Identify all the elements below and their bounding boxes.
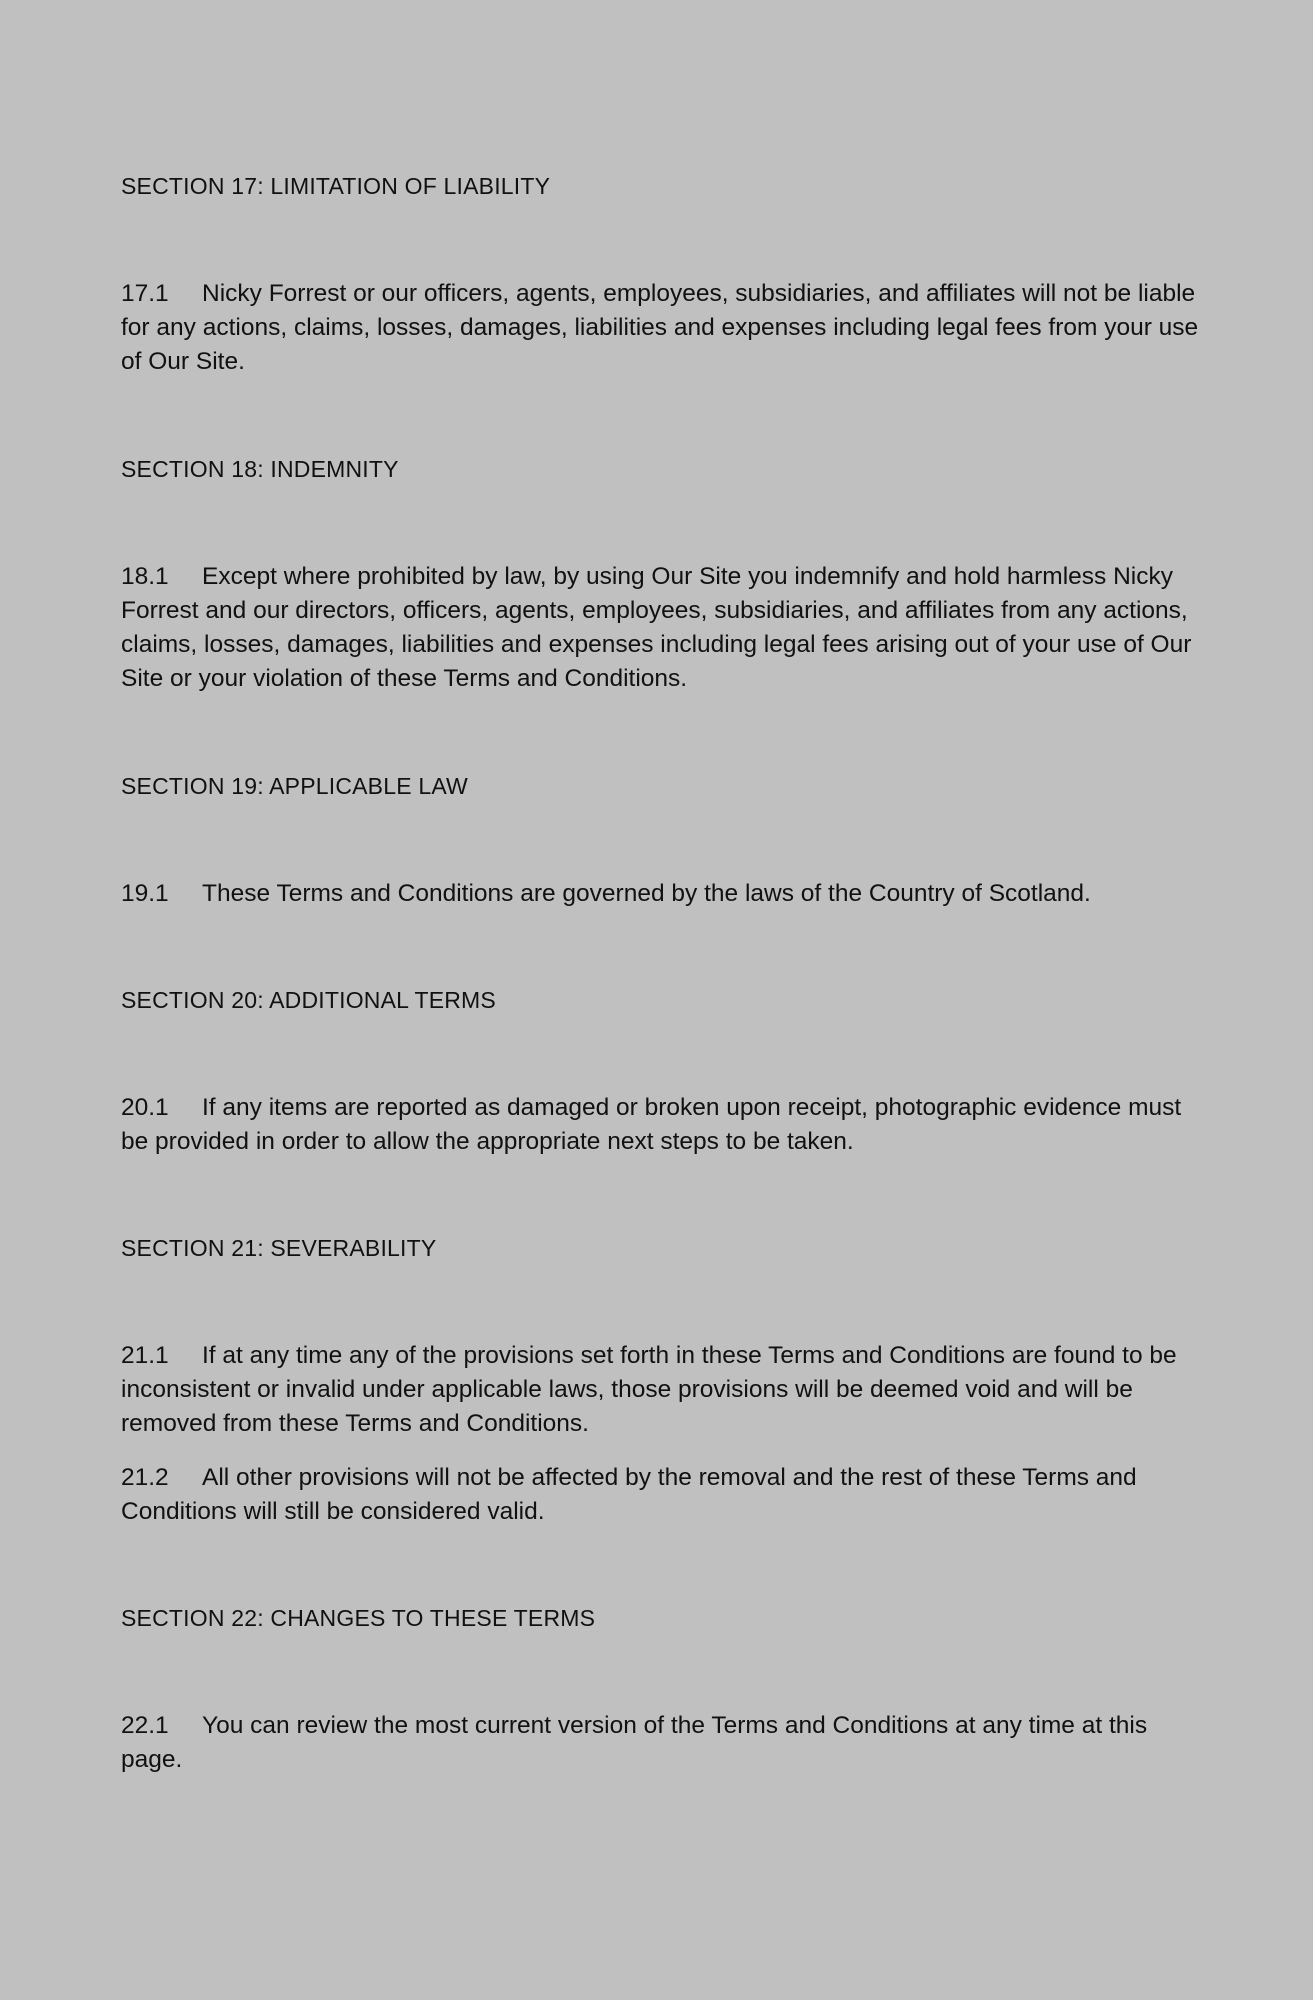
clause-text: If at any time any of the provisions set forth in these Terms and Conditions are found to be inconsistent or invalid under applicable laws, those provisions will be deemed void and will be removed from these Terms and Conditions. <box>121 1342 1177 1437</box>
clause-number: 17.1 <box>121 280 169 307</box>
clause-number: 21.2 <box>121 1464 169 1491</box>
clause-17-1 <box>121 277 1201 379</box>
section-18-heading <box>121 452 1201 486</box>
clause-text: Except where prohibited by law, by using Our Site you indemnify and hold harmless Nicky Forrest and our directors, officers, agents, employees, subsidiaries, and affiliates from any actions, claims, losses, damages, liabilities and expenses including legal fees arising out of your use of Our Site or your violation of these Terms and Conditions. <box>121 563 1192 692</box>
clause-text: Nicky Forrest or our officers, agents, employees, subsidiaries, and affiliates will not be liable for any actions, claims, losses, damages, liabilities and expenses including legal fees from your use of Our Site. <box>121 280 1199 375</box>
clause-number: 19.1 <box>121 880 169 907</box>
clause-text: If any items are reported as damaged or broken upon receipt, photographic evidence must be provided in order to allow the appropriate next steps to be taken. <box>121 1094 1182 1155</box>
section-22-heading <box>121 1601 1201 1635</box>
section-heading: SECTION 20: ADDITIONAL TERMS <box>121 987 496 1013</box>
section-heading: SECTION 17: LIMITATION OF LIABILITY <box>121 173 551 199</box>
section-heading: SECTION 22: CHANGES TO THESE TERMS <box>121 1605 596 1631</box>
clause-number: 21.1 <box>121 1342 169 1369</box>
section-17-heading <box>121 169 1201 203</box>
section-heading: SECTION 18: INDEMNITY <box>121 456 399 482</box>
clause-21-2 <box>121 1461 1201 1529</box>
clause-number: 18.1 <box>121 563 169 590</box>
clause-number: 22.1 <box>121 1712 169 1739</box>
clause-22-1 <box>121 1709 1201 1777</box>
section-heading: SECTION 21: SEVERABILITY <box>121 1235 437 1261</box>
section-19-heading <box>121 769 1201 803</box>
section-heading: SECTION 19: APPLICABLE LAW <box>121 773 468 799</box>
section-20-heading <box>121 983 1201 1017</box>
clause-18-1 <box>121 560 1201 696</box>
clause-text: All other provisions will not be affected by the removal and the rest of these Terms and Conditions will still be considered valid. <box>121 1464 1137 1525</box>
section-21-heading <box>121 1231 1201 1265</box>
clause-20-1 <box>121 1091 1201 1159</box>
clause-21-1 <box>121 1339 1201 1441</box>
clause-text: You can review the most current version of the Terms and Conditions at any time at this page. <box>121 1712 1148 1773</box>
clause-19-1 <box>121 877 1201 911</box>
clause-text: These Terms and Conditions are governed by the laws of the Country of Scotland. <box>202 880 1091 907</box>
clause-number: 20.1 <box>121 1094 169 1121</box>
